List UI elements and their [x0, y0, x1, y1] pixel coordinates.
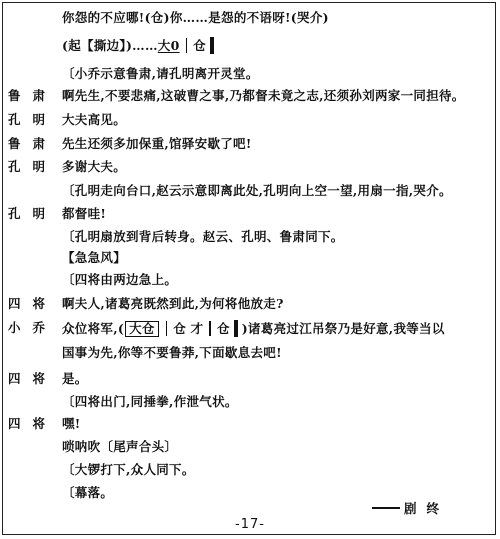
line-text: 啊先生,不要悲痛,这破曹之事,乃都督未竟之志,还须孙刘两家一同担待。 [62, 88, 465, 103]
end-marker [372, 501, 449, 517]
line-text: 〔孔明扇放到背后转身。赵云、孔明、鲁肃同下。 [62, 229, 344, 244]
measure-bar [166, 321, 168, 336]
end-text: 剧终 [404, 501, 450, 516]
line-text: 国事为先,你等不要鲁莽,下面歇息去吧! [62, 345, 282, 360]
line-text: 【急急风】 [62, 250, 127, 265]
percussion-cue: (起【撕边】)…… [62, 38, 158, 53]
line-text [62, 37, 218, 54]
beat-notation: 仓 [193, 38, 206, 53]
end-bar [234, 320, 238, 337]
end-bar [210, 37, 214, 54]
line-text: 〔四将出门,同捶拳,作泄气状。 [62, 394, 238, 409]
line-text: 多谢大夫。 [62, 159, 127, 174]
line-text: 〔大锣打下,众人同下。 [62, 462, 195, 477]
speaker-name: 孔明 [8, 206, 58, 221]
line-text [62, 320, 445, 337]
dialogue-fragment: )诸葛亮过江吊祭乃是好意,我等当以 [241, 321, 445, 336]
line-text: 〔孔明走向台口,赵云示意即离此处,孔明向上空一望,用扇一指,哭介。 [62, 183, 452, 198]
line-text: 〔小乔示意鲁肃,请孔明离开灵堂。 [62, 66, 259, 81]
end-dash [372, 507, 400, 509]
dialogue-fragment: 众位将军,( [62, 321, 125, 336]
line-text: 啊夫人,诸葛亮既然到此,为何将他放走? [62, 296, 284, 311]
speaker-name: 四将 [8, 296, 58, 311]
line-text: 〔四将由两边急上。 [62, 272, 178, 287]
measure-bar [186, 38, 188, 53]
measure-bar [209, 321, 211, 336]
beat-notation: 大0 [157, 38, 180, 53]
beat-notation: 仓 [216, 321, 230, 336]
line-text: 都督哇! [62, 206, 107, 221]
beat-notation: 仓 [173, 321, 186, 336]
speaker-name: 鲁肃 [8, 136, 58, 151]
line-text: 你怨的不应哪!(仓)你……是怨的不语呀!(哭介) [62, 10, 329, 25]
speaker-name: 小乔 [8, 320, 58, 335]
boxed-beat: 大仓 [125, 321, 159, 337]
line-text: 唢呐吹〔尾声合头〕 [62, 439, 178, 454]
speaker-name: 孔明 [8, 159, 58, 174]
line-text: 嘿! [62, 416, 81, 431]
speaker-name: 鲁肃 [8, 88, 58, 103]
speaker-name: 四将 [8, 371, 58, 386]
speaker-name: 孔明 [8, 112, 58, 127]
line-text: 〔幕落。 [62, 485, 114, 500]
line-text: 大夫高见。 [62, 112, 127, 127]
page-number: -17- [235, 517, 265, 532]
speaker-name: 四将 [8, 416, 58, 431]
beat-notation: 才 [190, 321, 204, 336]
line-text: 是。 [62, 371, 88, 386]
line-text: 先生还须多加保重,馆驿安歇了吧! [62, 136, 252, 151]
